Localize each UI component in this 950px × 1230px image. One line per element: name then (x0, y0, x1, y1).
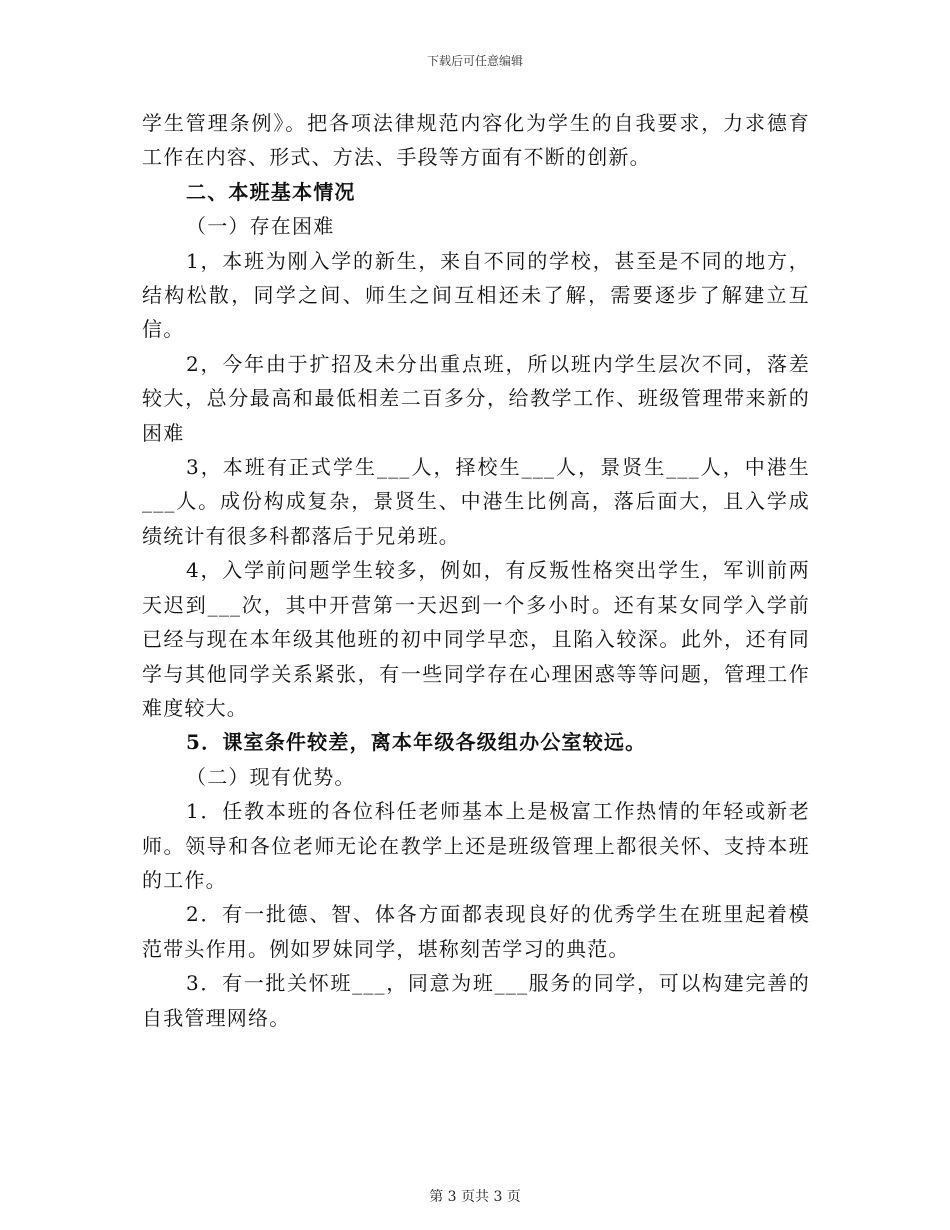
document-body (142, 106, 810, 1035)
paragraph-item-1: 1，本班为刚入学的新生，来自不同的学校，甚至是不同的地方，结构松散，同学之间、师生之间互相还未了解，需要逐步了解建立互信。 (142, 248, 810, 342)
paragraph-1: 学生管理条例》。把各项法律规范内容化为学生的自我要求，力求德育工作在内容、形式、方法、手段等方面有不断的创新。 (142, 111, 810, 170)
paragraph-item-4: 4，入学前问题学生较多，例如，有反叛性格突出学生，军训前两天迟到___次，其中开营第一天迟到一个多小时。还有某女同学入学前已经与现在本年级其他班的初中同学早恋，且陷入较深。此外，还有同学与其他同学关系紧张，有一些同学存在心理困惑等等问题，管理工作难度较大。 (142, 558, 810, 720)
paragraph-advantage-1: 1．任教本班的各位科任老师基本上是极富工作热情的年轻或新老师。领导和各位老师无论在教学上还是班级管理上都很关怀、支持本班的工作。 (142, 799, 810, 892)
page-footer: 第 3 页共 3 页 (429, 1189, 521, 1205)
page-header: 下载后可任意编辑 (426, 54, 523, 68)
paragraph-advantage-3: 3．有一批关怀班___，同意为班___服务的同学，可以构建完善的自我管理网络。 (142, 971, 810, 1030)
subheading-advantages: （二）现有优势。 (186, 764, 356, 789)
subheading-difficulties: （一）存在困难 (186, 214, 335, 239)
paragraph-item-3: 3，本班有正式学生___人，择校生___人，景贤生___人，中港生___人。成份构成复杂，景贤生、中港生比例高，落后面大，且入学成绩统计有很多科都落后于兄弟班。 (142, 455, 810, 548)
paragraph-item-2: 2，今年由于扩招及未分出重点班，所以班内学生层次不同，落差较大，总分最高和最低相差二百多分，给教学工作、班级管理带来新的困难 (142, 351, 810, 445)
paragraph-advantage-2: 2．有一批德、智、体各方面都表现良好的优秀学生在班里起着模范带头作用。例如罗妹同学，堪称刻苦学习的典范。 (142, 902, 810, 961)
section-heading-basic-situation: 二、本班基本情况 (186, 179, 356, 204)
paragraph-item-5: 5．课室条件较差，离本年级各级组办公室较远。 (186, 730, 647, 755)
